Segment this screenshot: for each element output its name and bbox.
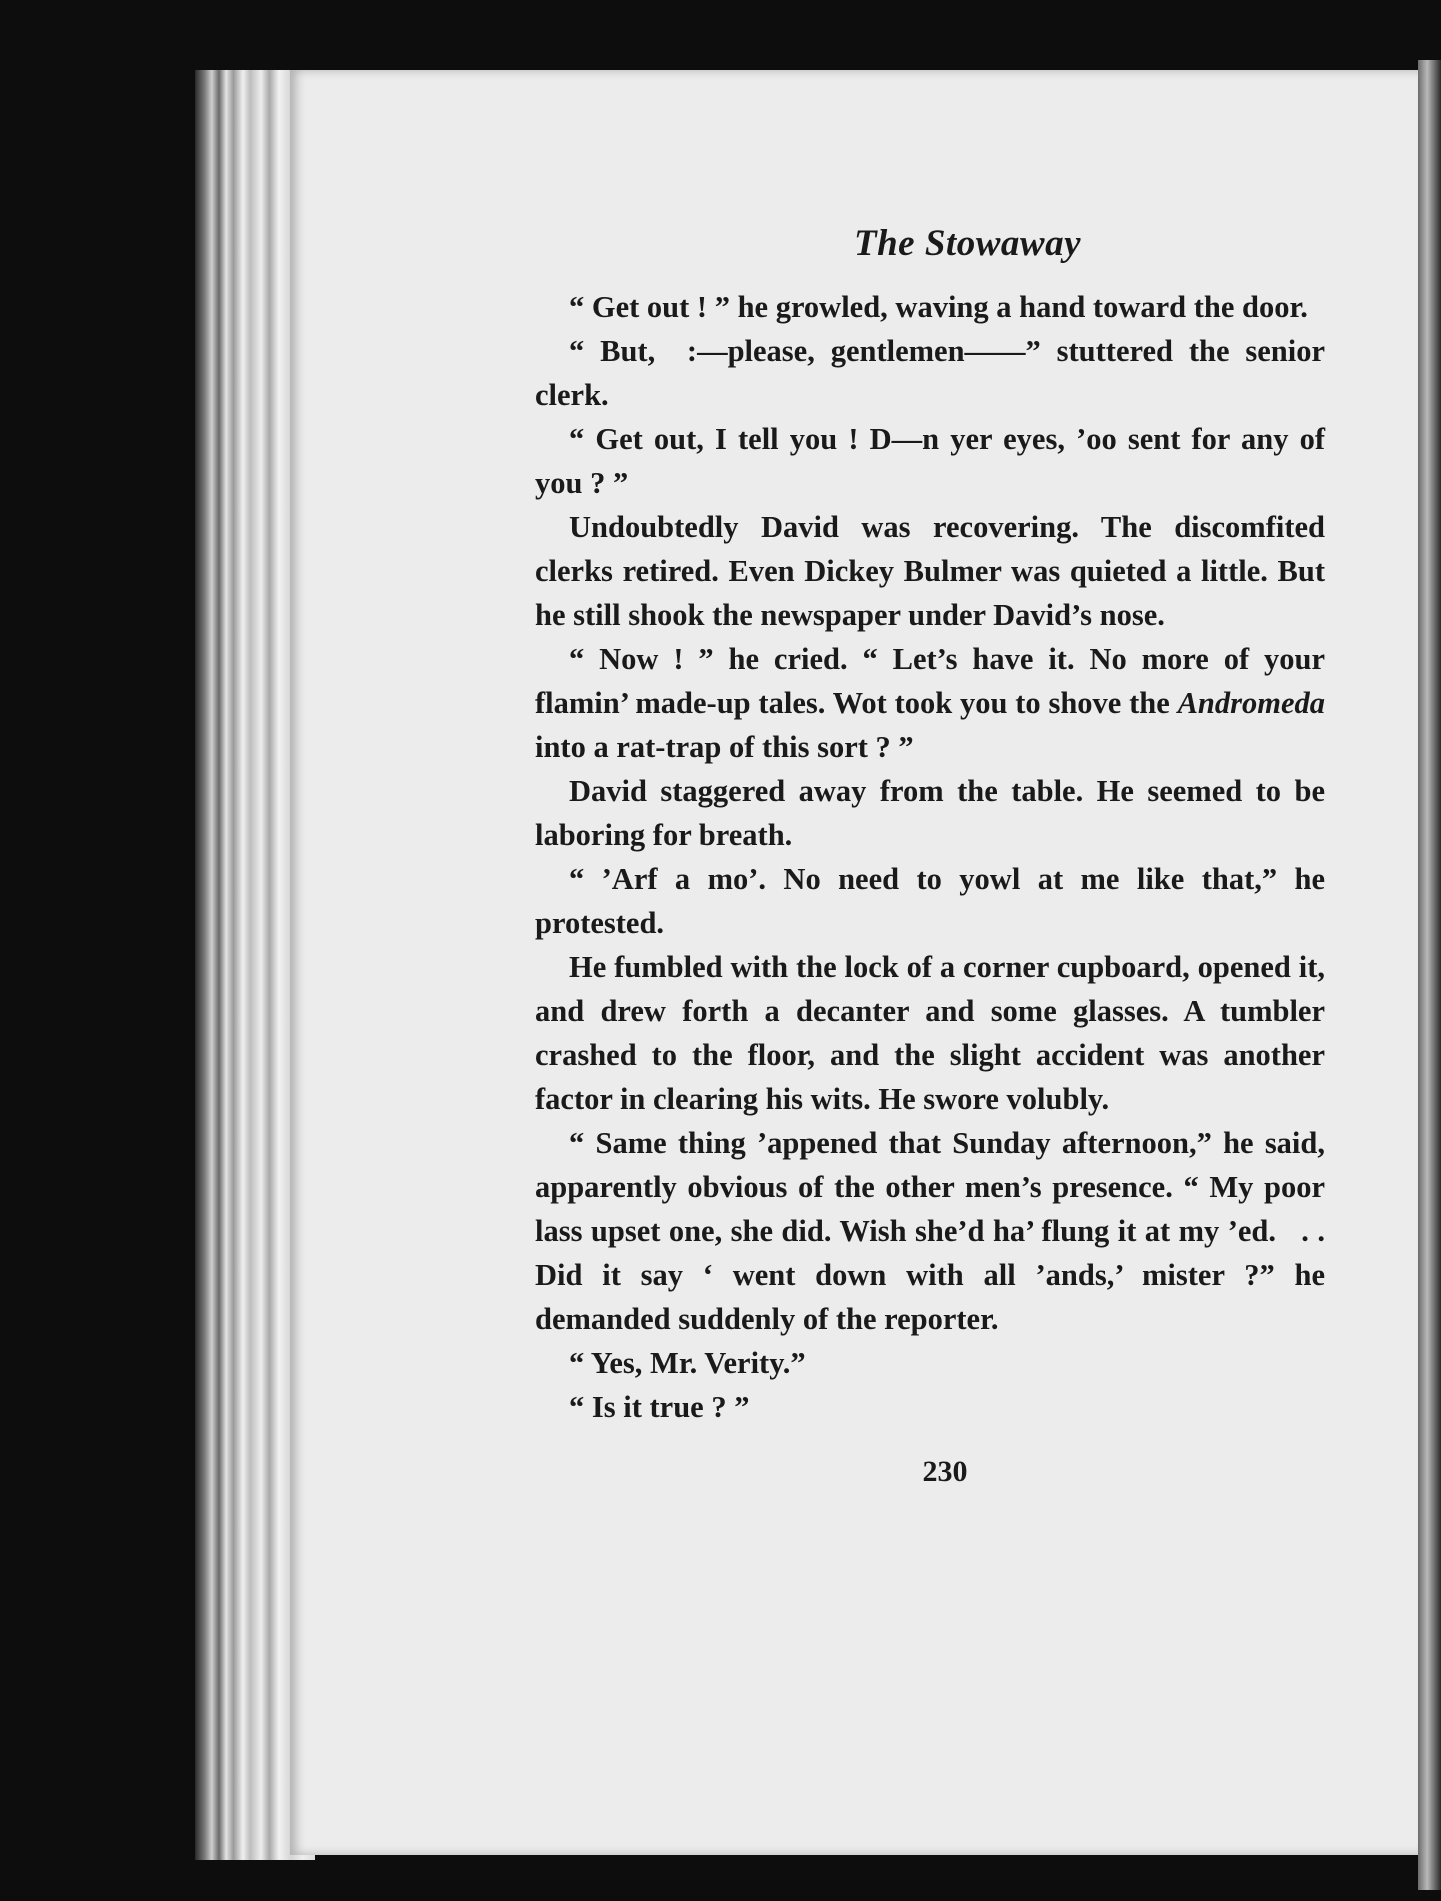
- page-number: 230: [922, 1455, 968, 1488]
- ship-name: Andromeda: [1177, 686, 1325, 720]
- text-block: [535, 222, 1325, 1489]
- paragraph: “ ’Arf a mo’. No need to yowl at me like that,” he protested.: [535, 862, 1325, 940]
- paragraph-text: into a rat-trap of this sort ? ”: [535, 730, 914, 764]
- paragraph-text: “ Now ! ” he cried. “ Let’s have it. No more of your flamin’ made-up tales. Wot took you to shove the: [535, 642, 1325, 720]
- paragraph: Undoubtedly David was recovering. The discomfited clerks retired. Even Dickey Bulmer was quieted a little. But he still shook the newspaper under David’s nose.: [535, 510, 1325, 632]
- paragraph: He fumbled with the lock of a corner cupboard, opened it, and drew forth a decanter and some glasses. A tumbler crashed to the floor, and the slight accident was another factor in clearing his wits. He swore volubly.: [535, 950, 1325, 1116]
- paragraph: “ Yes, Mr. Verity.”: [569, 1346, 806, 1380]
- right-page-edge: [1418, 60, 1441, 1890]
- paragraph: “ Is it true ? ”: [569, 1390, 750, 1424]
- paragraph: “ Same thing ’appened that Sunday afternoon,” he said, apparently obvious of the other men’s presence. “ My poor lass upset one, she did. Wish she’d ha’ flung it at my ’ed. . . Did it say ‘ went down with all ’ands,’ mister ?” he demanded suddenly of the reporter.: [535, 1126, 1325, 1336]
- running-head: The Stowaway: [854, 223, 1081, 264]
- paragraph: “ Get out, I tell you ! D—n yer eyes, ’oo sent for any of you ? ”: [535, 422, 1325, 500]
- paragraph: “ Get out ! ” he growled, waving a hand toward the door.: [569, 290, 1308, 324]
- paragraph: David staggered away from the table. He seemed to be laboring for breath.: [535, 774, 1325, 852]
- paragraph: [535, 637, 1325, 769]
- paragraph: “ But, :—please, gentlemen——” stuttered the senior clerk.: [535, 334, 1325, 412]
